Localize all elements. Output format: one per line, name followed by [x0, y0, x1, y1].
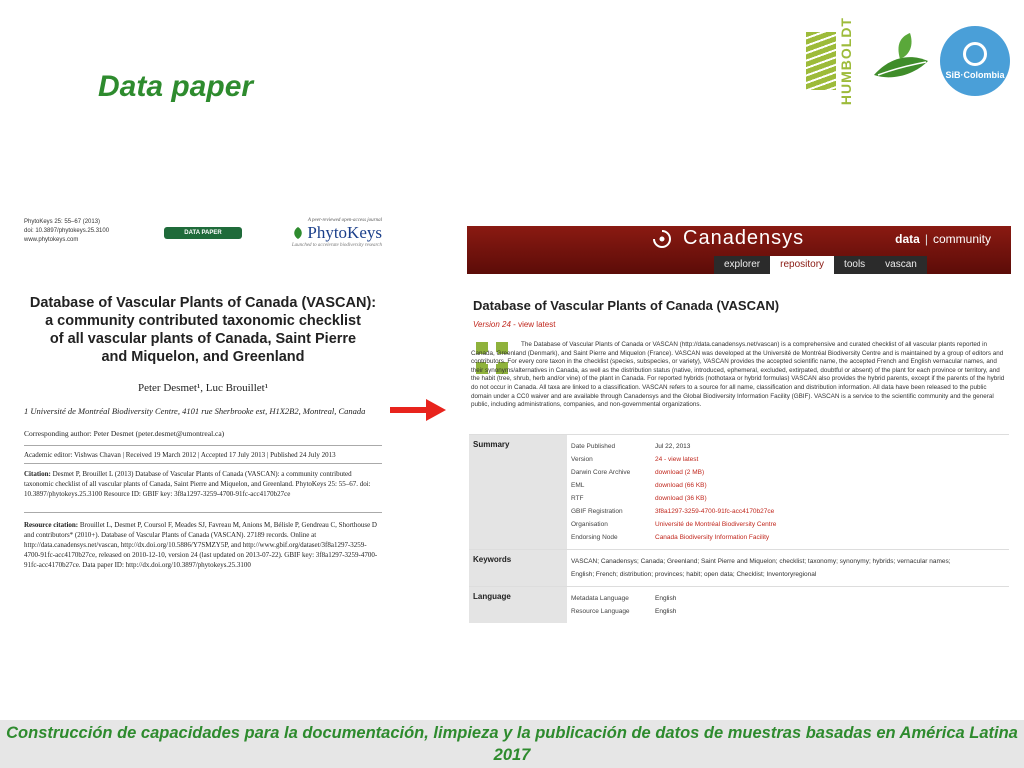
field-label: GBIF Registration — [571, 508, 623, 515]
humboldt-logo — [806, 16, 862, 106]
canadensys-page — [467, 226, 1011, 616]
table-row — [571, 453, 1005, 466]
language-header: Language — [469, 587, 567, 623]
gbif-registration-link[interactable]: 3f8a1297-3259-4700-91fc-acc4170b27ce — [655, 508, 775, 515]
keywords-row — [469, 549, 1009, 586]
paper-title-line: Database of Vascular Plants of Canada (VASCAN): — [29, 295, 377, 311]
phytokeys-subtag: Launched to accelerate biodiversity research — [291, 243, 382, 248]
paper-affiliation: 1 Université de Montréal Biodiversity Centre, 4101 rue Sherbrooke est, H1X2B2, Montreal, Canada — [24, 406, 366, 416]
dataset-title: Database of Vascular Plants of Canada (VASCAN) — [473, 298, 780, 313]
table-row — [571, 466, 1005, 479]
sib-colombia-logo — [940, 26, 1010, 96]
field-label: Date Published — [571, 443, 616, 450]
phytokeys-leaf-icon — [291, 226, 305, 240]
field-label: Metadata Language — [571, 595, 629, 602]
keywords-line: English; French; distribution; provinces; habit; open data; Checklist; Inventoryregional — [571, 571, 817, 578]
field-label: Resource Language — [571, 608, 630, 615]
rtf-download-link[interactable]: download (36 KB) — [655, 495, 707, 502]
leaf-logo-icon — [870, 31, 932, 91]
paper-title — [22, 294, 384, 366]
paper-authors: Peter Desmet¹, Luc Brouillet¹ — [137, 382, 268, 394]
nav-separator: | — [924, 232, 928, 246]
sib-logo-text: SiB·Colombia — [945, 70, 1005, 80]
tab-explorer[interactable]: explorer — [714, 256, 770, 274]
eml-download-link[interactable]: download (66 KB) — [655, 482, 707, 489]
dataset-version — [473, 320, 555, 329]
divider — [24, 463, 382, 464]
table-row — [571, 531, 1005, 544]
canadensys-brand-text: Canadensys — [683, 227, 805, 249]
canadensys-banner — [467, 226, 1011, 274]
tab-tools[interactable]: tools — [834, 256, 875, 274]
field-label: EML — [571, 482, 585, 489]
summary-row — [469, 434, 1009, 549]
field-label: RTF — [571, 495, 584, 502]
humboldt-bars-icon — [806, 32, 836, 90]
field-label: Version — [571, 456, 593, 463]
sib-ring-icon — [963, 42, 987, 66]
table-row — [571, 479, 1005, 492]
citation-label: Citation: — [24, 470, 51, 478]
resource-citation-text: Brouillet L, Desmet P, Coursol F, Meades SJ, Favreau M, Anions M, Bélisle P, Gendreau C, Shorthouse D and contributors* (2010+). Database of Vascular Plants of Canada (VASCAN). 27189 records. Online at http://data.canadensys.net/vascan, http://dx.doi.org/10.5886/Y7SMZY5P, and http://www.gbif.org/dataset/3f8a1297-3259-4700-91fc-acc4170b27ce, released on 2010-12-10, version 24 (last updated on 2013-07-22). GBIF key: 3f8a1297-3259-4700-91fc-acc4170b27ce. Data paper ID: http://dx.doi.org/10.3897/phytokeys.25.3100 — [24, 521, 378, 569]
red-arrow-icon — [390, 398, 446, 422]
corresponding-author: Corresponding author: Peter Desmet (peter.desmet@umontreal.ca) — [24, 429, 225, 438]
journal-line: doi: 10.3897/phytokeys.25.3100 — [24, 228, 110, 234]
field-value: Jul 22, 2013 — [655, 443, 691, 450]
field-value: English — [655, 608, 677, 615]
phytokeys-paper — [22, 216, 384, 596]
nav-data-link[interactable]: data — [895, 232, 920, 246]
canadensys-brand[interactable] — [651, 227, 804, 250]
canadensys-top-nav — [895, 232, 991, 246]
slide-title: Data paper — [98, 70, 254, 103]
keywords-line: VASCAN; Canadensys; Canada; Greenland; Saint Pierre and Miquelon; checklist; taxonomy; synonymy; hybrids; vernacular names; — [571, 558, 951, 565]
version-label: Version 24 — [473, 320, 511, 329]
phytokeys-logo — [291, 218, 382, 248]
table-row — [571, 492, 1005, 505]
canadensys-logo-icon — [651, 228, 673, 250]
divider — [24, 445, 382, 446]
phytokeys-tagline: A peer-reviewed open-access journal — [307, 218, 382, 223]
tab-vascan[interactable]: vascan — [875, 256, 927, 274]
organisation-link[interactable]: Université de Montréal Biodiversity Centre — [655, 521, 777, 528]
table-row — [571, 518, 1005, 531]
view-latest-link[interactable]: - view latest — [510, 320, 556, 329]
paper-title-line: and Miquelon, and Greenland — [101, 349, 305, 365]
paper-title-line: of all vascular plants of Canada, Saint Pierre — [49, 331, 357, 347]
endorsing-node-link[interactable]: Canada Biodiversity Information Facility — [655, 534, 770, 541]
paper-title-line: a community contributed taxonomic checklist — [45, 313, 361, 329]
language-row — [469, 586, 1009, 623]
version-link[interactable]: 24 - view latest — [655, 456, 699, 463]
summary-body — [567, 435, 1009, 549]
citation-text: Desmet P, Brouillet L (2013) Database of Vascular Plants of Canada (VASCAN): a community contributed taxonomic checklist of all vascular plants of Canada, Saint Pierre and Miquelon, and Greenland. PhytoKeys 25: 55–67. doi: 10.3897/phytokeys.25.3100 Resource ID: GBIF key: 3f8a1297-3259-4700-91fc-acc4170b27ce — [24, 470, 371, 498]
canadensys-tabs — [714, 256, 927, 274]
journal-line: PhytoKeys 25: 55–67 (2013) — [24, 219, 101, 225]
resource-citation-block — [24, 520, 380, 570]
table-row — [571, 505, 1005, 518]
summary-header: Summary — [469, 435, 567, 549]
resource-citation-label: Resource citation: — [24, 521, 79, 529]
data-paper-badge: DATA PAPER — [164, 227, 242, 239]
field-value: English — [655, 595, 677, 602]
dwca-download-link[interactable]: download (2 MB) — [655, 469, 705, 476]
humboldt-logo-word: HUMBOLDT — [838, 16, 854, 106]
nav-community-link[interactable]: community — [932, 232, 991, 246]
journal-meta — [24, 218, 109, 245]
journal-line: www.phytokeys.com — [24, 237, 79, 243]
language-body — [567, 587, 1009, 623]
phytokeys-name — [291, 223, 382, 243]
field-label: Endorsing Node — [571, 534, 618, 541]
field-label: Organisation — [571, 521, 608, 528]
table-row — [571, 605, 1005, 618]
field-label: Darwin Core Archive — [571, 469, 631, 476]
dataset-description: The Database of Vascular Plants of Canada or VASCAN (http://data.canadensys.net/vascan) is a comprehensive and curated checklist of all vascular plants reported in Canada, Greenland (Denmark), and Saint Pierre and Miquelon (France). VASCAN was developed at the Université de Montréal Biodiversity Centre and is maintained by a group of editors and contributors. For every core taxon in the checklist (species, subspecies, or variety), VASCAN provides the accepted scientific name, the accepted French and English vernacular names, and their synonyms/alternatives in Canada, as well as the distribution status (native, introduced, ephemeral, excluded, extirpated, doubtful or absent) of the plant for each province or territory, and the habit (tree, shrub, herb and/or vine) of the plant in Canada. For reported hybrids (nothotaxa or hybrid formulas) VASCAN also provides the hybrid parents, except if the parents of the hybrid do not occur in Canada. All taxa are linked to a classification. VASCAN refers to a source for all name, classification and distribution information. All data have been released to the public domain under a CC0 waiver and are available through Canadensys and the Global Biodiversity Information Facility (GBIF). VASCAN is a service to the scientific community and the general public, including administrations, companies, and non-governmental organizations. — [471, 341, 1005, 409]
logo-bar — [806, 16, 1010, 106]
keywords-body — [567, 550, 1009, 586]
editor-line: Academic editor: Vishwas Chavan | Received 19 March 2012 | Accepted 17 July 2013 | Published 24 July 2013 — [24, 451, 336, 459]
dataset-metadata-table — [469, 434, 1009, 623]
tab-repository[interactable]: repository — [770, 256, 834, 274]
table-row — [571, 440, 1005, 453]
slide-footer: Construcción de capacidades para la documentación, limpieza y la publicación de datos de muestras basadas en América Latina 2017 — [0, 720, 1024, 768]
citation-block — [24, 469, 380, 499]
table-row — [571, 592, 1005, 605]
phytokeys-name-text: PhytoKeys — [307, 223, 382, 242]
keywords-header: Keywords — [469, 550, 567, 586]
divider — [24, 512, 382, 513]
